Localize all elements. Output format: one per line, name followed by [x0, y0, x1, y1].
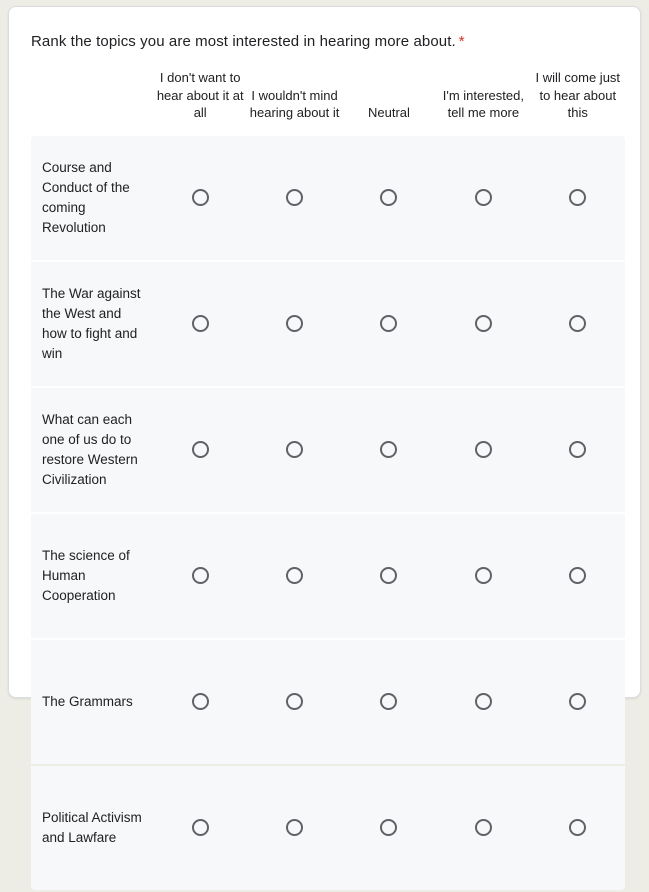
- required-asterisk: *: [458, 33, 465, 50]
- radio-unchecked-icon[interactable]: [286, 189, 303, 206]
- radio-unchecked-icon[interactable]: [569, 315, 586, 332]
- radio-unchecked-icon[interactable]: [475, 189, 492, 206]
- grid-cell-5-2[interactable]: [342, 766, 436, 890]
- grid-table: [31, 67, 625, 892]
- grid-cell-1-1[interactable]: [247, 262, 341, 386]
- radio-unchecked-icon[interactable]: [569, 441, 586, 458]
- radio-unchecked-icon[interactable]: [569, 693, 586, 710]
- grid-cell-4-2[interactable]: [342, 640, 436, 764]
- grid-header: [31, 69, 625, 134]
- grid-cell-2-1[interactable]: [247, 388, 341, 512]
- column-header-1: I wouldn't mind hearing about it: [249, 87, 340, 120]
- grid-cell-4-0[interactable]: [153, 640, 247, 764]
- radio-unchecked-icon[interactable]: [192, 189, 209, 206]
- grid-cell-2-0[interactable]: [153, 388, 247, 512]
- grid-cell-2-4[interactable]: [531, 388, 625, 512]
- grid-cell-3-2[interactable]: [342, 514, 436, 638]
- radio-unchecked-icon[interactable]: [475, 315, 492, 332]
- radio-unchecked-icon[interactable]: [286, 693, 303, 710]
- radio-unchecked-icon[interactable]: [475, 441, 492, 458]
- grid-cell-5-0[interactable]: [153, 766, 247, 890]
- radio-unchecked-icon[interactable]: [286, 315, 303, 332]
- radio-unchecked-icon[interactable]: [380, 567, 397, 584]
- radio-unchecked-icon[interactable]: [380, 315, 397, 332]
- grid-cell-5-4[interactable]: [531, 766, 625, 890]
- grid-row: [31, 640, 625, 764]
- grid-cell-1-0[interactable]: [153, 262, 247, 386]
- radio-unchecked-icon[interactable]: [380, 441, 397, 458]
- row-label-2: What can each one of us do to restore Western Civilization: [31, 388, 153, 512]
- grid-row: [31, 136, 625, 260]
- grid-cell-5-1[interactable]: [247, 766, 341, 890]
- radio-unchecked-icon[interactable]: [192, 315, 209, 332]
- grid-cell-3-1[interactable]: [247, 514, 341, 638]
- radio-unchecked-icon[interactable]: [569, 189, 586, 206]
- radio-unchecked-icon[interactable]: [286, 819, 303, 836]
- grid-cell-0-1[interactable]: [247, 136, 341, 260]
- grid-row: [31, 766, 625, 890]
- column-header-0: I don't want to hear about it at all: [156, 70, 244, 120]
- grid-cell-3-4[interactable]: [531, 514, 625, 638]
- grid-cell-1-2[interactable]: [342, 262, 436, 386]
- row-label-0: Course and Conduct of the coming Revolution: [31, 136, 153, 260]
- column-header-2: Neutral: [368, 105, 410, 120]
- radio-unchecked-icon[interactable]: [475, 819, 492, 836]
- radio-unchecked-icon[interactable]: [286, 567, 303, 584]
- row-label-3: The science of Human Cooperation: [31, 514, 153, 638]
- grid-cell-4-1[interactable]: [247, 640, 341, 764]
- grid-cell-0-0[interactable]: [153, 136, 247, 260]
- grid-cell-3-0[interactable]: [153, 514, 247, 638]
- column-header-4: I will come just to hear about this: [535, 70, 621, 120]
- radio-unchecked-icon[interactable]: [192, 819, 209, 836]
- row-label-4: The Grammars: [31, 640, 153, 764]
- grid-cell-2-3[interactable]: [436, 388, 530, 512]
- radio-unchecked-icon[interactable]: [380, 189, 397, 206]
- grid-cell-1-3[interactable]: [436, 262, 530, 386]
- radio-unchecked-icon[interactable]: [475, 693, 492, 710]
- radio-unchecked-icon[interactable]: [286, 441, 303, 458]
- grid-body: [31, 136, 625, 890]
- grid-cell-2-2[interactable]: [342, 388, 436, 512]
- page-title: [31, 32, 465, 52]
- grid-header-corner: [31, 69, 153, 134]
- multiple-choice-grid: [31, 67, 625, 892]
- grid-row: [31, 514, 625, 638]
- radio-unchecked-icon[interactable]: [192, 693, 209, 710]
- grid-cell-1-4[interactable]: [531, 262, 625, 386]
- radio-unchecked-icon[interactable]: [475, 567, 492, 584]
- grid-cell-5-3[interactable]: [436, 766, 530, 890]
- radio-unchecked-icon[interactable]: [569, 819, 586, 836]
- grid-cell-3-3[interactable]: [436, 514, 530, 638]
- row-label-1: The War against the West and how to fight and win: [31, 262, 153, 386]
- grid-cell-0-2[interactable]: [342, 136, 436, 260]
- grid-cell-0-4[interactable]: [531, 136, 625, 260]
- row-label-5: Political Activism and Lawfare: [31, 766, 153, 890]
- radio-unchecked-icon[interactable]: [192, 441, 209, 458]
- column-header-3: I'm interested, tell me more: [442, 87, 524, 120]
- grid-row: [31, 262, 625, 386]
- grid-row: [31, 388, 625, 512]
- radio-unchecked-icon[interactable]: [569, 567, 586, 584]
- form-question-card: [8, 6, 641, 845]
- question-title-text: Rank the topics you are most interested in hearing more about.: [31, 33, 456, 50]
- radio-unchecked-icon[interactable]: [380, 819, 397, 836]
- grid-header-row: [31, 69, 625, 134]
- grid-cell-0-3[interactable]: [436, 136, 530, 260]
- grid-cell-4-4[interactable]: [531, 640, 625, 764]
- radio-unchecked-icon[interactable]: [192, 567, 209, 584]
- grid-cell-4-3[interactable]: [436, 640, 530, 764]
- radio-unchecked-icon[interactable]: [380, 693, 397, 710]
